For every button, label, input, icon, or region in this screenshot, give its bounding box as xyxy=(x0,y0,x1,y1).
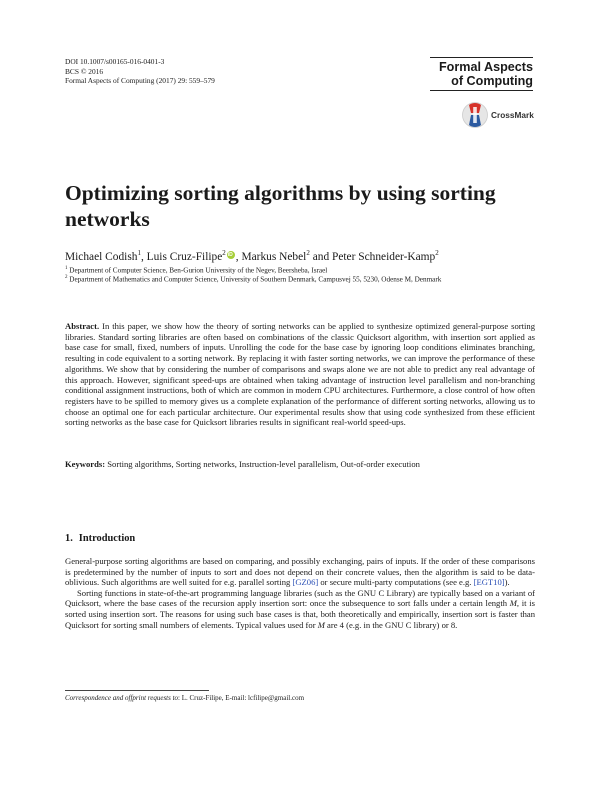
article-metadata xyxy=(65,57,215,86)
author-name: Luis Cruz-Filipe xyxy=(146,250,223,263)
doi: DOI 10.1007/s00165-016-0401-3 xyxy=(65,57,165,66)
author-name: Markus Nebel xyxy=(241,250,307,263)
journal-name-line1: Formal Aspects xyxy=(438,60,533,74)
abstract-text: In this paper, we show how the theory of sorting networks can be applied to synthesize optimized general-purpose sorting libraries. Standard sorting libraries are often based on combinations of the classic Quicksort algorithm, with insertion sort applied as base case for small, fixed, numbers of inputs. Unrolling the code for the base case by ignoring loop conditions eliminates branching, resulting in code equivalent to a sorting network. By replacing it with faster sorting networks, we can improve the performance of these algorithms. We show that by considering the number of comparisons and swaps alone we are not able to predict any real advantage of this approach. However, significant speed-ups are obtained when taking advantage of instruction level parallelism and non-branching conditional assignment instructions, both of which are common in modern CPU architectures. Furthermore, a close control of how often registers have to be spilled to memory gives us a complete explanation of the performance of different sorting networks, allowing us to choose an optimal one for each particular architecture. Our experimental results show that using code synthesized from these efficient sorting networks as the base case for Quicksort libraries results in significant real-world speed-ups. xyxy=(65,321,535,428)
author-list xyxy=(65,246,439,264)
paragraph xyxy=(65,588,535,630)
crossmark-icon xyxy=(462,101,488,129)
author-separator: , xyxy=(140,250,147,263)
citation-link[interactable]: [GZ06] xyxy=(292,577,319,588)
body-text xyxy=(65,556,535,630)
paragraph-text: , it is sorted using insertion sort. The reasons for using such base cases is that, both theoretically and empirically, insertion sort is faster than Quicksort for sorting small numbers of elements. Typical values used for xyxy=(65,598,536,630)
keywords-text: Sorting algorithms, Sorting networks, Instruction-level parallelism, Out-of-order execution xyxy=(107,459,420,469)
crossmark-label: CrossMark xyxy=(491,110,534,120)
citation-link[interactable]: [EGT10] xyxy=(473,577,505,588)
orcid-icon[interactable] xyxy=(227,251,235,259)
math-variable: M xyxy=(509,598,517,609)
journal-name xyxy=(439,60,533,88)
paragraph-text: ). xyxy=(504,577,510,588)
author-affiliation-mark: 2 xyxy=(435,249,439,257)
journal-name-line2: of Computing xyxy=(451,74,533,88)
keywords xyxy=(65,459,535,470)
author-name: Peter Schneider-Kamp xyxy=(332,250,436,263)
abstract-label: Abstract. xyxy=(65,321,100,331)
affiliation-number: 1 xyxy=(65,266,68,271)
copyright: BCS © 2016 xyxy=(65,66,104,76)
paper-title: Optimizing sorting algorithms by using sorting networks xyxy=(65,181,496,231)
author-separator: , xyxy=(235,250,242,263)
paragraph-text: are 4 (e.g. in the GNU C library) or 8. xyxy=(324,619,458,630)
footnote-label: Correspondence and offprint requests to xyxy=(65,694,179,702)
paragraph-text: General-purpose sorting algorithms are based on comparing, and possibly exchanging, pairs of inputs. If the order of these comparisons is predetermined by the number of inputs to sort and does not depend on their concrete values, then the algorithm is said to be data-oblivious. Such algorithms are well suited for e.g. parallel sorting xyxy=(65,556,535,588)
author-affiliation-mark: 1 xyxy=(137,249,141,257)
abstract xyxy=(65,321,535,428)
keywords-label: Keywords: xyxy=(65,459,106,469)
affiliation-text: Department of Mathematics and Computer Science, University of Southern Denmark, Campusvej 55, 5230, Odense M, Denmark xyxy=(67,275,442,284)
section-heading xyxy=(65,533,135,544)
paragraph-text: or secure multi-party computations (see e.g. xyxy=(318,577,474,588)
author-name: Michael Codish xyxy=(65,250,138,263)
footnote-rule xyxy=(65,690,209,691)
paragraph xyxy=(65,556,535,588)
author-separator: and xyxy=(309,250,332,263)
affiliation-text: Department of Computer Science, Ben-Gurion University of the Negev, Beersheba, Israel xyxy=(67,266,328,275)
affiliation-number: 2 xyxy=(65,275,68,280)
crossmark-logo[interactable] xyxy=(462,100,534,130)
journal-bottom-rule xyxy=(430,90,533,91)
author-affiliation-mark: 2 xyxy=(222,249,226,257)
correspondence-footnote xyxy=(65,694,304,702)
journal-citation: Formal Aspects of Computing (2017) 29: 559–579 xyxy=(65,76,215,86)
affiliation xyxy=(65,273,441,284)
paragraph-text: Sorting functions in state-of-the-art programming language libraries (such as the GNU C Library) are typically based on a variant of Quicksort, where the base cases of the recursion apply insertion sort: once the subsequence to sort falls under a certain length xyxy=(65,587,535,609)
section-title: Introduction xyxy=(78,533,136,544)
math-variable: M xyxy=(317,619,325,630)
footnote-text: : L. Cruz-Filipe, E-mail: lcfilipe@gmail.com xyxy=(178,694,305,702)
author-affiliation-mark: 2 xyxy=(306,249,310,257)
journal-top-rule xyxy=(430,57,533,58)
section-number: 1. xyxy=(65,533,73,544)
